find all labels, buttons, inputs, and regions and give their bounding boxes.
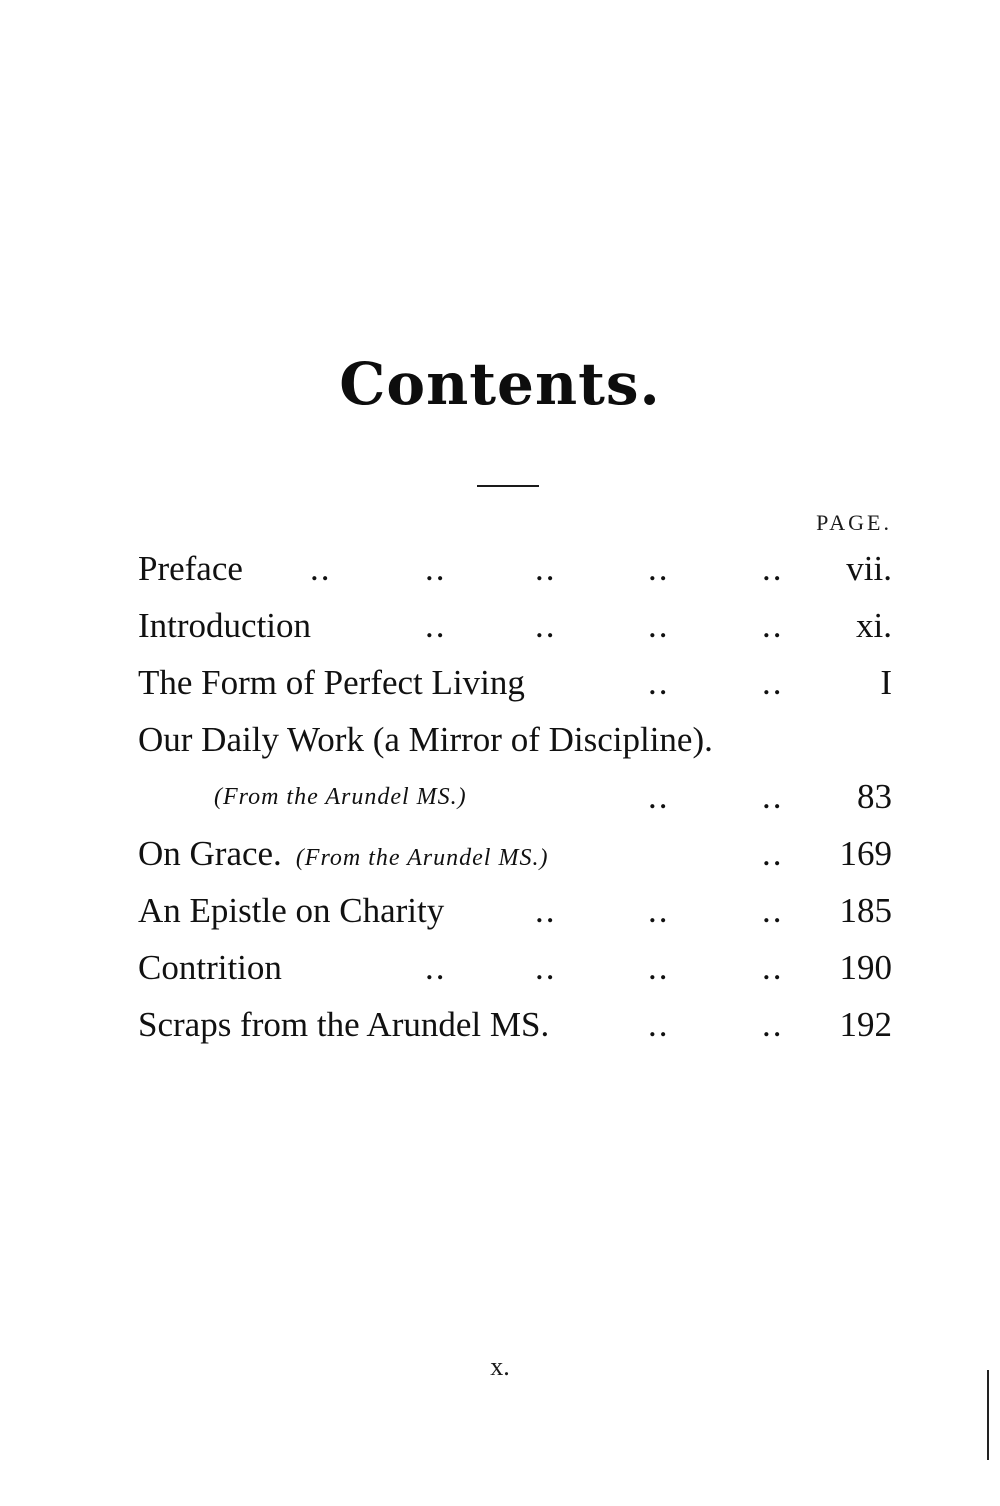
title-rule [477, 485, 539, 487]
leader-dots: .. [762, 663, 784, 702]
toc-entry-label: Scraps from the Arundel MS. [138, 1005, 550, 1044]
toc-entry [138, 830, 892, 887]
toc-entry [138, 773, 892, 830]
leader-dots: .. [535, 606, 557, 645]
toc-entry-page: 192 [839, 1005, 892, 1044]
toc-entry [138, 1001, 892, 1058]
leader-dots: .. [648, 1005, 670, 1044]
toc-entry-page: I [880, 663, 892, 702]
toc-entry-label: Preface [138, 549, 243, 588]
leader-dots: .. [425, 948, 447, 987]
toc-entry-page: xi. [856, 606, 892, 645]
page-edge-mark [987, 1370, 989, 1460]
leader-dots: .. [425, 606, 447, 645]
toc-entry-page: 83 [857, 777, 892, 816]
leader-dots: .. [648, 948, 670, 987]
leader-dots: .. [648, 549, 670, 588]
toc-entry-label: (From the Arundel MS.) [214, 784, 467, 810]
leader-dots: .. [762, 834, 784, 873]
leader-dots: .. [535, 891, 557, 930]
leader-dots: .. [648, 777, 670, 816]
leader-dots: .. [310, 549, 332, 588]
toc-entry-label: Contrition [138, 948, 282, 987]
toc-entry-page: 169 [839, 834, 892, 873]
toc-entry [138, 659, 892, 716]
toc-entry-label: An Epistle on Charity [138, 891, 445, 930]
leader-dots: .. [648, 891, 670, 930]
leader-dots: .. [762, 1005, 784, 1044]
toc-entry-label [138, 830, 548, 882]
page-column-heading: PAGE. [816, 510, 892, 535]
toc-entry-label: The Form of Perfect Living [138, 663, 525, 702]
toc-entry [138, 545, 892, 602]
toc-entry [138, 716, 892, 773]
toc-entry-page: 190 [839, 948, 892, 987]
toc-entry [138, 602, 892, 659]
toc-entry [138, 887, 892, 944]
leader-dots: .. [535, 948, 557, 987]
leader-dots: .. [762, 549, 784, 588]
leader-dots: .. [762, 606, 784, 645]
toc-entry [138, 944, 892, 1001]
leader-dots: .. [648, 606, 670, 645]
toc-entry-title: On Grace. [138, 834, 282, 873]
leader-dots: .. [425, 549, 447, 588]
leader-dots: .. [762, 891, 784, 930]
toc-entry-label: Introduction [138, 606, 312, 645]
page-folio: x. [490, 1352, 510, 1381]
leader-dots: .. [762, 777, 784, 816]
page-title: Contents. [339, 350, 661, 418]
leader-dots: .. [535, 549, 557, 588]
toc-entry-source: (From the Arundel MS.) [295, 845, 549, 871]
leader-dots: .. [648, 663, 670, 702]
toc-entry-label: Our Daily Work (a Mirror of Discipline). [138, 720, 713, 759]
leader-dots: .. [762, 948, 784, 987]
table-of-contents [138, 545, 892, 1058]
toc-entry-page: vii. [846, 549, 892, 588]
toc-entry-page: 185 [839, 891, 892, 930]
